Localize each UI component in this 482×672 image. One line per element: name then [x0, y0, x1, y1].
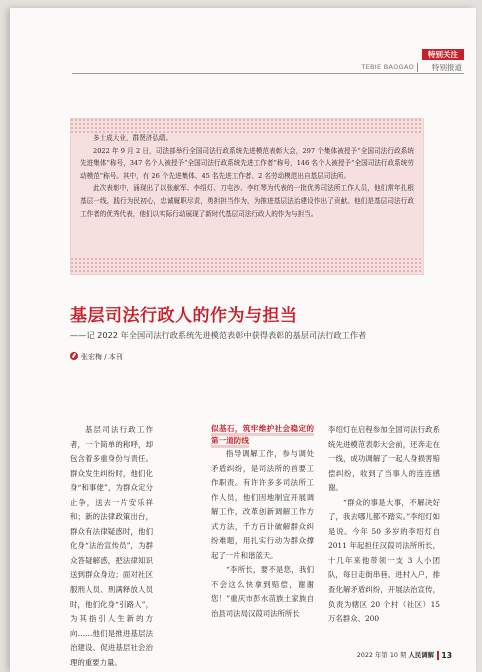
intro-paragraph-1: 2022 年 9 月 2 日，司法部举行全国司法行政系统先进模范表彰大会，297 个集体被授予“全国司法行政系统先进集体”称号，347 名个人被授予“全国司法行政系统先进工作者”称号，146 名个人被授予“全国司法行政系统劳动模范”称号。其中，有 26 个先进集体、45 名先进工作者、2 名劳动模范出自基层司法所。 — [80, 146, 414, 180]
intro-text — [80, 132, 414, 220]
page-number: 13 — [441, 651, 452, 660]
page-footer — [357, 650, 434, 659]
header-english: TEBIE BAOGAO — [361, 63, 414, 71]
column-1 — [70, 423, 153, 670]
section-heading-text: 似基石，筑牢维护社会稳定的第一道防线 — [211, 424, 314, 448]
intro-paragraph-2: 此次表彰中，涌现出了以张献军、李绍灯、刀屯沙、李红琴为代表的一批优秀司法所工作人员，他们常年扎根基层一线，践行为民初心，忠诚履职尽责，勇担担当作为，为推进基层法治建设作出了贡献。他们是基层司法行政工作者的优秀代表，他们以实际行动展现了新时代基层司法行政人的作为与担当。 — [80, 184, 414, 218]
magazine-page — [10, 8, 476, 672]
page-number-bar — [437, 651, 439, 660]
byline — [70, 352, 123, 362]
column-3-paragraph-1: 李绍灯在启程参加全国司法行政系统先进模范表彰大会前，还奔走在一线，成功调解了一起人身损害赔偿纠纷，收到了当事人的连连感谢。 — [328, 425, 440, 493]
column-2-paragraph-1: 指导调解工作，参与调处矛盾纠纷，是司法所的首要工作职责。有许许多多司法所工作人员，他们因地制宜开展调解工作，改革创新调解工作方式方法，千方百计破解群众纠纷难题，用扎实行动为群众撑起了一片和谐蓝天。 — [211, 449, 314, 560]
byline-text: 张宏梅 / 本刊 — [81, 353, 123, 361]
column-2-paragraph-2: “李所长，要不是您，我们不会这么快拿到赔偿，谢谢您！”重庆市彭水苗族土家族自治县司法局汉葭司法所所长 — [211, 565, 314, 619]
section-tag: 特别关注 — [422, 49, 464, 60]
footer-magazine: 人民调解 — [408, 651, 434, 659]
pen-icon — [70, 352, 78, 360]
article-title: 基层司法行政人的作为与担当 — [70, 306, 298, 326]
column-1-paragraph: 基层司法行政工作者，一个简单的称呼，却包含着多重身份与责任。群众发生纠纷时，他们化身“和事佬”，为群众定分止争，送去一片安乐祥和；新的法律政策出台，群众有法律疑惑时，他们化身“法治宣传员”，为群众答疑解惑，把法律知识送到群众身边；面对社区服刑人员、刑满释放人员时，他们化身“引路人”，为其指引人生新的方向……他们是推进基层法治建设、促进基层社会治理的重要力量。 — [70, 425, 153, 667]
header-section: 特别报道 — [432, 63, 462, 72]
header-separator — [417, 63, 418, 72]
column-3-paragraph-2: “群众的事是大事，不解决好了，我去哪儿都不踏实。”李绍灯如是说。今年 50 多岁的李绍灯自 2011 年起担任汉葭司法所所长，十几年来他带领一支 3 人小团队，每日走街串巷、进村入户，排查化解矛盾纠纷，开展法治宣传，负责为辖区 20 个村（社区）15 万名群众、200 — [328, 497, 440, 624]
header-rule — [72, 73, 464, 74]
article-subtitle: ——记 2022 年全国司法行政系统先进模范表彰中获得表彰的基层司法行政工作者 — [70, 330, 367, 340]
footer-issue: 2022 年第 10 期 — [356, 651, 407, 659]
intro-lead: 多士成大业，群贤济弘绩。 — [93, 134, 173, 142]
intro-dot-band-bottom — [70, 257, 422, 273]
column-3 — [328, 423, 440, 627]
column-2 — [211, 423, 314, 622]
section-heading — [211, 423, 314, 447]
